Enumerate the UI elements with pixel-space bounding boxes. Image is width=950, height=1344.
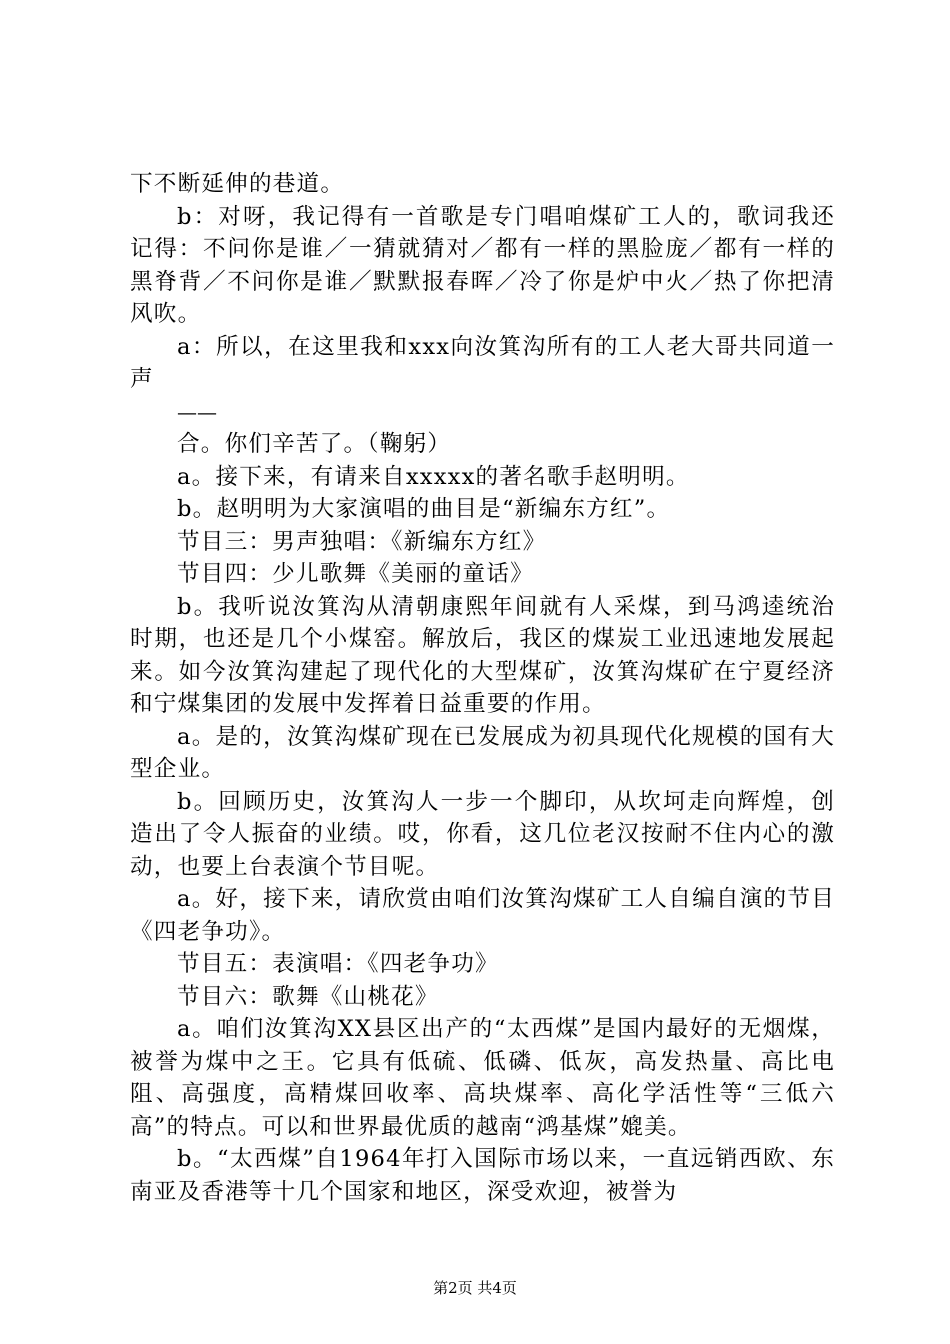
- paragraph: a。咱们汝箕沟XX县区出产的“太西煤”是国内最好的无烟煤，被誉为煤中之王。它具有低硫、低磷、低灰，高发热量、高比电阻、高强度，高精煤回收率、高块煤率、高化学活性等“三低六高”的特点。可以和世界最优质的越南“鸿基煤”媲美。: [130, 1016, 835, 1140]
- program-item: 节目六：歌舞《山桃花》: [177, 983, 439, 1010]
- program-item: 节目五：表演唱：《四老争功》: [177, 951, 499, 977]
- paragraph: b：对呀，我记得有一首歌是专门唱咱煤矿工人的，歌词我还记得：不问你是谁／一猜就猜对／都有一样的黑脸庞／都有一样的黑脊背／不问你是谁／默默报春晖／冷了你是炉中火／热了你把清风吹。: [130, 203, 835, 327]
- document-body: [130, 168, 835, 1208]
- paragraph: b。赵明明为大家演唱的曲目是“新编东方红”。: [177, 496, 671, 522]
- paragraph: b。“太西煤”自1964年打入国际市场以来，一直远销西欧、东南亚及香港等十几个国家和地区，深受欢迎，被誉为: [130, 1146, 835, 1205]
- paragraph: 下不断延伸的巷道。: [130, 171, 345, 197]
- page-number-footer: 第2页 共4页: [433, 1279, 517, 1297]
- paragraph: b。回顾历史，汝箕沟人一步一个脚印，从坎坷走向辉煌，创造出了令人振奋的业绩。哎，你看，这几位老汉按耐不住内心的激动，也要上台表演个节目呢。: [130, 788, 835, 880]
- dash-line: ——: [177, 399, 217, 424]
- paragraph: a。好，接下来，请欣赏由咱们汝箕沟煤矿工人自编自演的节目《四老争功》。: [130, 886, 835, 945]
- paragraph: b。我听说汝箕沟从清朝康熙年间就有人采煤，到马鸿逵统治时期，也还是几个小煤窑。解放后，我区的煤炭工业迅速地发展起来。如今汝箕沟建起了现代化的大型煤矿，汝箕沟煤矿在宁夏经济和宁煤集团的发展中发挥着日益重要的作用。: [130, 593, 835, 717]
- program-item: 节目四：少儿歌舞《美丽的童话》: [177, 561, 534, 587]
- paragraph: a。接下来，有请来自xxxxx的著名歌手赵明明。: [177, 463, 690, 490]
- paragraph: a。是的，汝箕沟煤矿现在已发展成为初具现代化规模的国有大型企业。: [130, 723, 835, 782]
- paragraph: a：所以，在这里我和xxx向汝箕沟所有的工人老大哥共同道一声: [130, 333, 835, 392]
- paragraph: 合。你们辛苦了。（鞠躬）: [177, 431, 452, 457]
- program-item: 节目三：男声独唱：《新编东方红》: [177, 528, 547, 555]
